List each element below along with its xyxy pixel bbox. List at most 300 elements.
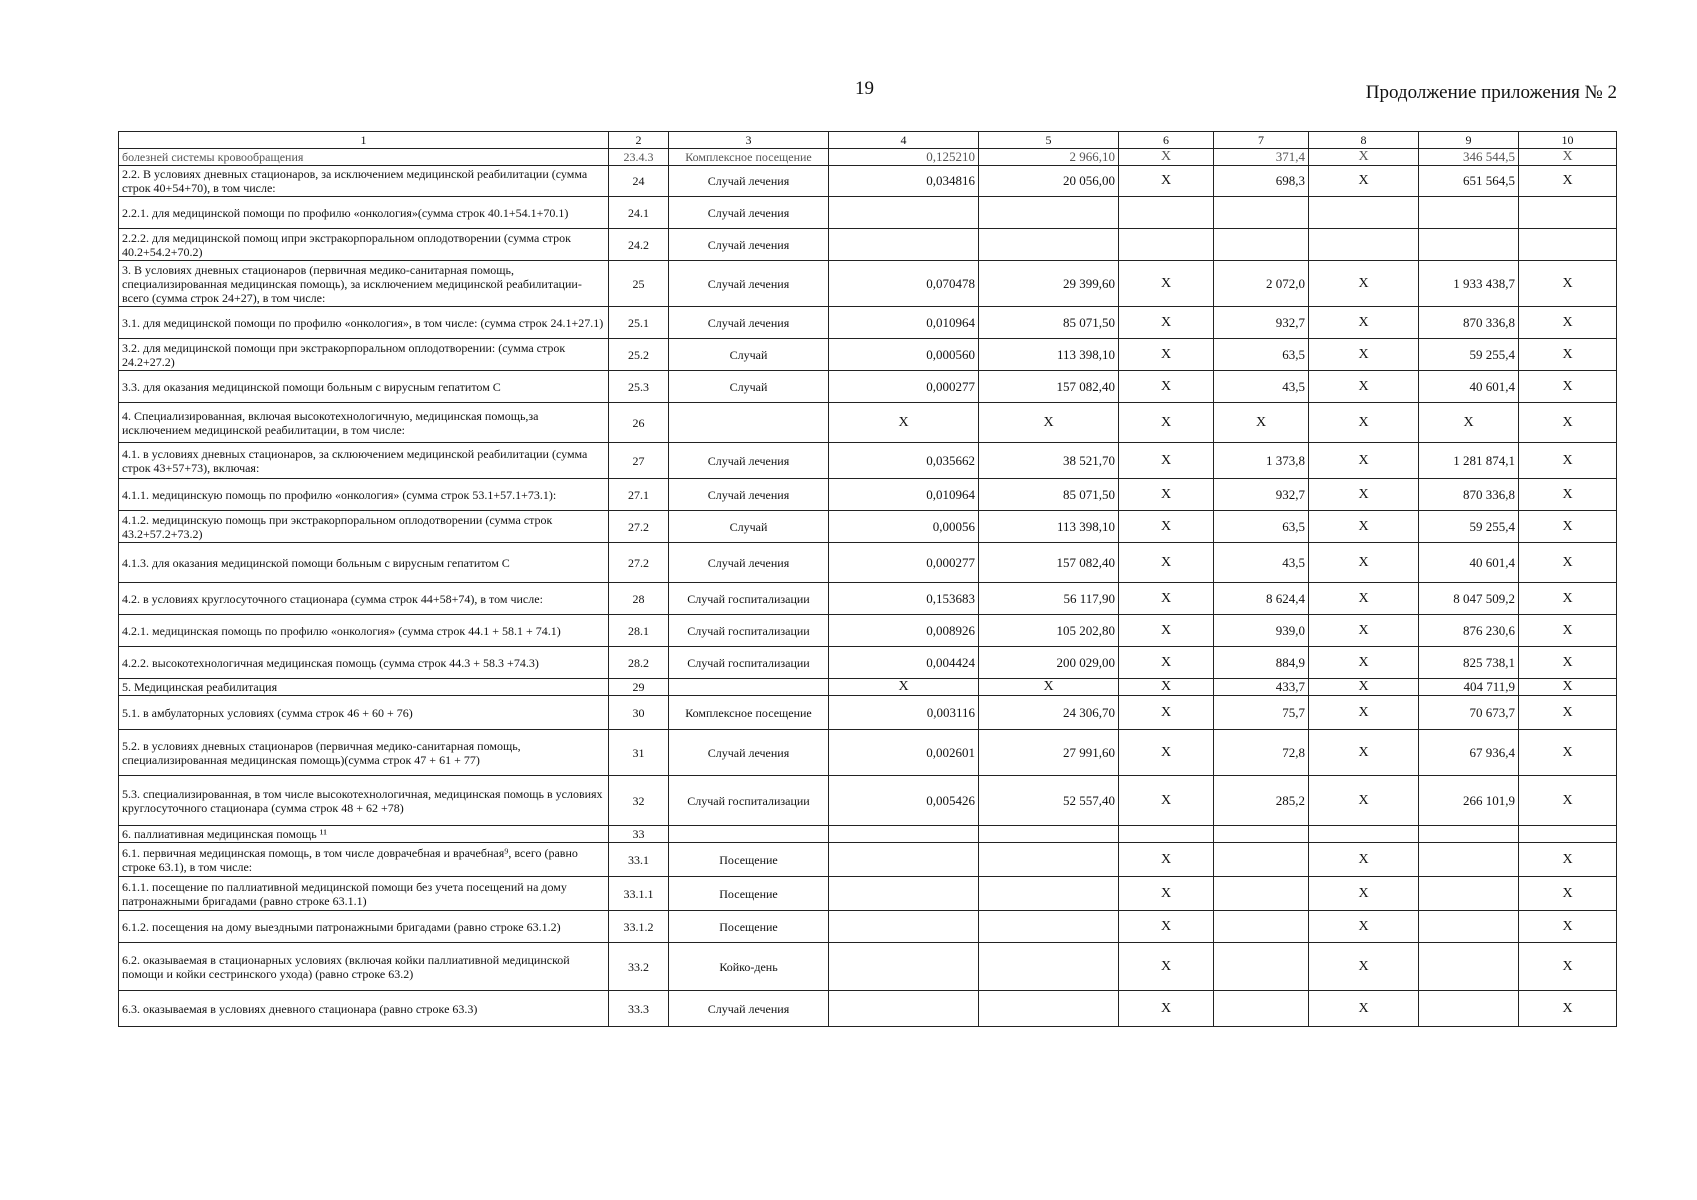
- cell-col-1: 3.2. для медицинской помощи при экстракорпоральном оплодотворении: (сумма строк 24.2+27.2): [119, 339, 609, 371]
- cell-col-9: 876 230,6: [1419, 615, 1519, 647]
- cell-col-7: [1214, 877, 1309, 911]
- cell-col-1: 3.1. для медицинской помощи по профилю «онкология», в том числе: (сумма строк 24.1+27.1): [119, 307, 609, 339]
- cell-col-3: Случай госпитализации: [669, 615, 829, 647]
- header-row: [119, 132, 1617, 149]
- cell-col-10: X: [1519, 511, 1617, 543]
- cell-col-9: 59 255,4: [1419, 511, 1519, 543]
- cell-col-5: 27 991,60: [979, 730, 1119, 776]
- cell-col-9: 59 255,4: [1419, 339, 1519, 371]
- cell-col-8: X: [1309, 511, 1419, 543]
- cell-col-8: X: [1309, 479, 1419, 511]
- table-row: [119, 166, 1617, 197]
- cell-col-6: X: [1119, 877, 1214, 911]
- cell-col-1: 6.1. первичная медицинская помощь, в том числе доврачебная и врачебная⁹, всего (равно строке 63.1), в том числе:: [119, 843, 609, 877]
- cell-col-6: X: [1119, 991, 1214, 1027]
- cell-col-6: X: [1119, 479, 1214, 511]
- cell-col-9: 404 711,9: [1419, 679, 1519, 696]
- cell-col-3: Случай: [669, 511, 829, 543]
- data-table-container: [118, 131, 1616, 1027]
- cell-col-4: X: [829, 679, 979, 696]
- cell-col-2: 33.3: [609, 991, 669, 1027]
- cell-col-7: [1214, 229, 1309, 261]
- cell-col-4: 0,010964: [829, 307, 979, 339]
- cell-col-9: 266 101,9: [1419, 776, 1519, 826]
- cell-col-5: 38 521,70: [979, 443, 1119, 479]
- column-header: 9: [1419, 132, 1519, 149]
- cell-col-2: 28: [609, 583, 669, 615]
- cell-col-8: X: [1309, 679, 1419, 696]
- cell-col-2: 24.1: [609, 197, 669, 229]
- cell-col-6: X: [1119, 647, 1214, 679]
- cell-col-2: 27.1: [609, 479, 669, 511]
- cell-col-1: 4. Специализированная, включая высокотехнологичную, медицинская помощь,за исключением медицинской реабилитации, в том числе:: [119, 403, 609, 443]
- cell-col-8: X: [1309, 696, 1419, 730]
- cell-col-8: X: [1309, 943, 1419, 991]
- cell-col-5: 85 071,50: [979, 479, 1119, 511]
- column-header: 2: [609, 132, 669, 149]
- cell-col-9: [1419, 943, 1519, 991]
- cell-col-4: 0,004424: [829, 647, 979, 679]
- cell-col-10: X: [1519, 166, 1617, 197]
- cell-col-2: 24: [609, 166, 669, 197]
- cell-col-1: 4.2.2. высокотехнологичная медицинская помощь (сумма строк 44.3 + 58.3 +74.3): [119, 647, 609, 679]
- cell-col-4: 0,035662: [829, 443, 979, 479]
- cell-col-3: Случай лечения: [669, 197, 829, 229]
- cell-col-4: 0,003116: [829, 696, 979, 730]
- cell-col-6: X: [1119, 776, 1214, 826]
- cell-col-3: Случай госпитализации: [669, 647, 829, 679]
- table-row: [119, 149, 1617, 166]
- cell-col-1: 5.1. в амбулаторных условиях (сумма строк 46 + 60 + 76): [119, 696, 609, 730]
- cell-col-6: [1119, 197, 1214, 229]
- cell-col-8: X: [1309, 647, 1419, 679]
- cell-col-5: 105 202,80: [979, 615, 1119, 647]
- cell-col-8: X: [1309, 877, 1419, 911]
- cell-col-7: 43,5: [1214, 543, 1309, 583]
- cell-col-3: Случай: [669, 371, 829, 403]
- table-row: [119, 543, 1617, 583]
- cell-col-3: Комплексное посещение: [669, 149, 829, 166]
- cell-col-10: X: [1519, 776, 1617, 826]
- cell-col-6: X: [1119, 166, 1214, 197]
- cell-col-1: 5. Медицинская реабилитация: [119, 679, 609, 696]
- cell-col-7: 63,5: [1214, 339, 1309, 371]
- cell-col-8: X: [1309, 843, 1419, 877]
- cell-col-9: 870 336,8: [1419, 307, 1519, 339]
- cell-col-6: X: [1119, 730, 1214, 776]
- cell-col-6: X: [1119, 371, 1214, 403]
- cell-col-2: 33.1.2: [609, 911, 669, 943]
- cell-col-5: [979, 991, 1119, 1027]
- cell-col-1: 5.3. специализированная, в том числе высокотехнологичная, медицинская помощь в условиях круглосуточного стационара (сумма строк 48 + 62 +78): [119, 776, 609, 826]
- cell-col-2: 31: [609, 730, 669, 776]
- table-row: [119, 877, 1617, 911]
- cell-col-8: X: [1309, 543, 1419, 583]
- cell-col-2: 28.1: [609, 615, 669, 647]
- cell-col-10: X: [1519, 991, 1617, 1027]
- cell-col-4: 0,000560: [829, 339, 979, 371]
- cell-col-4: 0,005426: [829, 776, 979, 826]
- cell-col-1: 6. паллиативная медицинская помощь ¹¹: [119, 826, 609, 843]
- table-row: [119, 826, 1617, 843]
- cell-col-8: X: [1309, 615, 1419, 647]
- cell-col-1: 2.2.2. для медицинской помощ ипри экстракорпоральном оплодотворении (сумма строк 40.2+54.2+70.2): [119, 229, 609, 261]
- cell-col-3: Случай лечения: [669, 543, 829, 583]
- cell-col-10: X: [1519, 647, 1617, 679]
- table-row: [119, 339, 1617, 371]
- cell-col-6: X: [1119, 679, 1214, 696]
- continuation-title: Продолжение приложения № 2: [1365, 82, 1617, 103]
- cell-col-2: 33.1: [609, 843, 669, 877]
- cell-col-10: X: [1519, 583, 1617, 615]
- cell-col-1: 6.2. оказываемая в стационарных условиях (включая койки паллиативной медицинской помощи и койки сестринского ухода) (равно строке 63.2): [119, 943, 609, 991]
- cell-col-8: X: [1309, 261, 1419, 307]
- cell-col-7: X: [1214, 403, 1309, 443]
- cell-col-6: X: [1119, 403, 1214, 443]
- cell-col-9: 1 281 874,1: [1419, 443, 1519, 479]
- cell-col-7: [1214, 197, 1309, 229]
- cell-col-1: 6.1.2. посещения на дому выездными патронажными бригадами (равно строке 63.1.2): [119, 911, 609, 943]
- cell-col-3: Койко-день: [669, 943, 829, 991]
- cell-col-1: 2.2. В условиях дневных стационаров, за исключением медицинской реабилитации (сумма строк 40+54+70), в том числе:: [119, 166, 609, 197]
- cell-col-1: 5.2. в условиях дневных стационаров (первичная медико-санитарная помощь, специализированная медицинская помощь)(сумма строк 47 + 61 + 77): [119, 730, 609, 776]
- cell-col-4: 0,002601: [829, 730, 979, 776]
- cell-col-2: 27: [609, 443, 669, 479]
- cell-col-7: 698,3: [1214, 166, 1309, 197]
- cell-col-7: [1214, 843, 1309, 877]
- cell-col-9: [1419, 229, 1519, 261]
- table-row: [119, 583, 1617, 615]
- cell-col-7: 75,7: [1214, 696, 1309, 730]
- cell-col-8: X: [1309, 307, 1419, 339]
- table-row: [119, 843, 1617, 877]
- cell-col-2: 27.2: [609, 543, 669, 583]
- table-row: [119, 615, 1617, 647]
- cell-col-5: 85 071,50: [979, 307, 1119, 339]
- cell-col-4: X: [829, 403, 979, 443]
- cell-col-9: 8 047 509,2: [1419, 583, 1519, 615]
- cell-col-6: X: [1119, 511, 1214, 543]
- cell-col-5: X: [979, 403, 1119, 443]
- cell-col-2: 32: [609, 776, 669, 826]
- cell-col-3: Случай лечения: [669, 307, 829, 339]
- cell-col-6: X: [1119, 843, 1214, 877]
- cell-col-5: 29 399,60: [979, 261, 1119, 307]
- cell-col-4: [829, 991, 979, 1027]
- cell-col-1: 4.2. в условиях круглосуточного стационара (сумма строк 44+58+74), в том числе:: [119, 583, 609, 615]
- cell-col-8: [1309, 826, 1419, 843]
- cell-col-3: Случай: [669, 339, 829, 371]
- cell-col-10: X: [1519, 149, 1617, 166]
- cell-col-5: [979, 943, 1119, 991]
- table-row: [119, 443, 1617, 479]
- cell-col-3: Случай лечения: [669, 730, 829, 776]
- cell-col-10: X: [1519, 479, 1617, 511]
- table-row: [119, 991, 1617, 1027]
- cell-col-10: X: [1519, 696, 1617, 730]
- cell-col-2: 23.4.3: [609, 149, 669, 166]
- cell-col-7: 884,9: [1214, 647, 1309, 679]
- cell-col-9: [1419, 877, 1519, 911]
- table-row: [119, 229, 1617, 261]
- cell-col-4: [829, 877, 979, 911]
- cell-col-1: 4.1.3. для оказания медицинской помощи больным с вирусным гепатитом С: [119, 543, 609, 583]
- cell-col-2: 28.2: [609, 647, 669, 679]
- cell-col-6: X: [1119, 443, 1214, 479]
- cell-col-2: 25: [609, 261, 669, 307]
- table-row: [119, 943, 1617, 991]
- cell-col-5: 24 306,70: [979, 696, 1119, 730]
- cell-col-7: 8 624,4: [1214, 583, 1309, 615]
- cell-col-10: X: [1519, 911, 1617, 943]
- cell-col-10: [1519, 229, 1617, 261]
- table-row: [119, 197, 1617, 229]
- column-header: 5: [979, 132, 1119, 149]
- table-row: [119, 307, 1617, 339]
- column-header: 10: [1519, 132, 1617, 149]
- cell-col-5: 113 398,10: [979, 339, 1119, 371]
- cell-col-5: 2 966,10: [979, 149, 1119, 166]
- cell-col-9: [1419, 843, 1519, 877]
- cell-col-9: [1419, 911, 1519, 943]
- cell-col-7: 63,5: [1214, 511, 1309, 543]
- cell-col-8: X: [1309, 991, 1419, 1027]
- cell-col-8: X: [1309, 149, 1419, 166]
- cell-col-7: 43,5: [1214, 371, 1309, 403]
- cell-col-5: [979, 197, 1119, 229]
- cell-col-7: [1214, 826, 1309, 843]
- cell-col-2: 33.2: [609, 943, 669, 991]
- cell-col-10: X: [1519, 443, 1617, 479]
- cell-col-9: 825 738,1: [1419, 647, 1519, 679]
- cell-col-3: [669, 403, 829, 443]
- cell-col-2: 26: [609, 403, 669, 443]
- cell-col-1: 4.1. в условиях дневных стационаров, за склюючением медицинской реабилитации (сумма строк 43+57+73), включая:: [119, 443, 609, 479]
- cell-col-8: X: [1309, 730, 1419, 776]
- cell-col-6: X: [1119, 615, 1214, 647]
- table-row: [119, 261, 1617, 307]
- cell-col-6: X: [1119, 339, 1214, 371]
- column-header: 4: [829, 132, 979, 149]
- cell-col-6: X: [1119, 307, 1214, 339]
- cell-col-2: 29: [609, 679, 669, 696]
- cell-col-8: X: [1309, 583, 1419, 615]
- cell-col-7: 285,2: [1214, 776, 1309, 826]
- cell-col-10: X: [1519, 943, 1617, 991]
- cell-col-1: 4.1.2. медицинскую помощь при экстракорпоральном оплодотворении (сумма строк 43.2+57.2+73.2): [119, 511, 609, 543]
- cell-col-3: Случай лечения: [669, 991, 829, 1027]
- cell-col-3: Случай лечения: [669, 479, 829, 511]
- cell-col-3: Случай госпитализации: [669, 583, 829, 615]
- cell-col-7: [1214, 943, 1309, 991]
- cell-col-9: [1419, 826, 1519, 843]
- cell-col-7: 932,7: [1214, 307, 1309, 339]
- table-row: [119, 696, 1617, 730]
- cell-col-2: 24.2: [609, 229, 669, 261]
- table-row: [119, 730, 1617, 776]
- cell-col-8: X: [1309, 166, 1419, 197]
- cell-col-10: X: [1519, 261, 1617, 307]
- cell-col-9: 40 601,4: [1419, 543, 1519, 583]
- cell-col-5: 52 557,40: [979, 776, 1119, 826]
- cell-col-9: 1 933 438,7: [1419, 261, 1519, 307]
- cell-col-6: [1119, 826, 1214, 843]
- cell-col-5: X: [979, 679, 1119, 696]
- cell-col-5: 157 082,40: [979, 543, 1119, 583]
- column-header: 1: [119, 132, 609, 149]
- cell-col-4: 0,153683: [829, 583, 979, 615]
- cell-col-1: 6.1.1. посещение по паллиативной медицинской помощи без учета посещений на дому патронажными бригадами (равно строке 63.1.1): [119, 877, 609, 911]
- cell-col-4: 0,125210: [829, 149, 979, 166]
- cell-col-4: 0,000277: [829, 543, 979, 583]
- cell-col-7: 72,8: [1214, 730, 1309, 776]
- table-row: [119, 647, 1617, 679]
- cell-col-7: 433,7: [1214, 679, 1309, 696]
- cell-col-5: [979, 826, 1119, 843]
- cell-col-7: 2 072,0: [1214, 261, 1309, 307]
- cell-col-3: Комплексное посещение: [669, 696, 829, 730]
- cell-col-3: Посещение: [669, 911, 829, 943]
- cell-col-10: X: [1519, 339, 1617, 371]
- cell-col-7: [1214, 911, 1309, 943]
- cell-col-3: Посещение: [669, 843, 829, 877]
- cell-col-1: 3. В условиях дневных стационаров (первичная медико-санитарная помощь, специализированная медицинская помощь), за исключением медицинской реабилитации-всего (сумма строк 24+27), в том числе:: [119, 261, 609, 307]
- cell-col-9: 870 336,8: [1419, 479, 1519, 511]
- cell-col-9: 346 544,5: [1419, 149, 1519, 166]
- cell-col-5: 56 117,90: [979, 583, 1119, 615]
- cell-col-7: 1 373,8: [1214, 443, 1309, 479]
- cell-col-6: X: [1119, 543, 1214, 583]
- cell-col-5: [979, 843, 1119, 877]
- cell-col-5: [979, 229, 1119, 261]
- cell-col-9: [1419, 197, 1519, 229]
- cell-col-4: [829, 843, 979, 877]
- cell-col-4: [829, 826, 979, 843]
- cell-col-2: 25.1: [609, 307, 669, 339]
- cell-col-8: [1309, 197, 1419, 229]
- cell-col-10: X: [1519, 843, 1617, 877]
- cell-col-9: X: [1419, 403, 1519, 443]
- cell-col-10: X: [1519, 307, 1617, 339]
- cell-col-4: 0,070478: [829, 261, 979, 307]
- cell-col-6: [1119, 229, 1214, 261]
- cell-col-5: 200 029,00: [979, 647, 1119, 679]
- cell-col-2: 33.1.1: [609, 877, 669, 911]
- cell-col-2: 30: [609, 696, 669, 730]
- cell-col-7: [1214, 991, 1309, 1027]
- cell-col-3: Случай лечения: [669, 166, 829, 197]
- cell-col-9: 70 673,7: [1419, 696, 1519, 730]
- table-body: [119, 149, 1617, 1027]
- table-row: [119, 776, 1617, 826]
- cell-col-8: X: [1309, 339, 1419, 371]
- cell-col-2: 33: [609, 826, 669, 843]
- cell-col-9: 67 936,4: [1419, 730, 1519, 776]
- cell-col-1: болезней системы кровообращения: [119, 149, 609, 166]
- cell-col-5: [979, 877, 1119, 911]
- cell-col-1: 6.3. оказываемая в условиях дневного стационара (равно строке 63.3): [119, 991, 609, 1027]
- cell-col-2: 25.2: [609, 339, 669, 371]
- cell-col-6: X: [1119, 696, 1214, 730]
- cell-col-4: 0,000277: [829, 371, 979, 403]
- cell-col-3: [669, 679, 829, 696]
- cell-col-5: 157 082,40: [979, 371, 1119, 403]
- cell-col-3: Случай лечения: [669, 261, 829, 307]
- cell-col-4: [829, 229, 979, 261]
- table-row: [119, 911, 1617, 943]
- cell-col-9: 40 601,4: [1419, 371, 1519, 403]
- cell-col-3: Случай госпитализации: [669, 776, 829, 826]
- cell-col-8: X: [1309, 443, 1419, 479]
- cell-col-4: [829, 943, 979, 991]
- cell-col-4: 0,034816: [829, 166, 979, 197]
- table-row: [119, 371, 1617, 403]
- column-header: 6: [1119, 132, 1214, 149]
- cell-col-8: [1309, 229, 1419, 261]
- cell-col-5: 113 398,10: [979, 511, 1119, 543]
- cell-col-10: X: [1519, 543, 1617, 583]
- cell-col-10: X: [1519, 730, 1617, 776]
- cell-col-9: 651 564,5: [1419, 166, 1519, 197]
- cell-col-10: [1519, 197, 1617, 229]
- cell-col-7: 371,4: [1214, 149, 1309, 166]
- cell-col-2: 25.3: [609, 371, 669, 403]
- table-row: [119, 511, 1617, 543]
- cell-col-1: 4.1.1. медицинскую помощь по профилю «онкология» (сумма строк 53.1+57.1+73.1):: [119, 479, 609, 511]
- cell-col-4: 0,00056: [829, 511, 979, 543]
- cell-col-1: 4.2.1. медицинская помощь по профилю «онкология» (сумма строк 44.1 + 58.1 + 74.1): [119, 615, 609, 647]
- cell-col-10: X: [1519, 679, 1617, 696]
- cell-col-6: X: [1119, 583, 1214, 615]
- cell-col-1: 3.3. для оказания медицинской помощи больным с вирусным гепатитом С: [119, 371, 609, 403]
- cell-col-4: [829, 197, 979, 229]
- cell-col-10: X: [1519, 371, 1617, 403]
- table-row: [119, 403, 1617, 443]
- cell-col-10: X: [1519, 877, 1617, 911]
- cell-col-8: X: [1309, 403, 1419, 443]
- cell-col-6: X: [1119, 943, 1214, 991]
- cell-col-7: 932,7: [1214, 479, 1309, 511]
- cell-col-3: Случай лечения: [669, 229, 829, 261]
- cell-col-6: X: [1119, 261, 1214, 307]
- data-table: [118, 131, 1617, 1027]
- cell-col-4: [829, 911, 979, 943]
- cell-col-8: X: [1309, 371, 1419, 403]
- cell-col-3: [669, 826, 829, 843]
- table-row: [119, 479, 1617, 511]
- column-header: 8: [1309, 132, 1419, 149]
- cell-col-10: [1519, 826, 1617, 843]
- cell-col-5: 20 056,00: [979, 166, 1119, 197]
- cell-col-3: Посещение: [669, 877, 829, 911]
- cell-col-7: 939,0: [1214, 615, 1309, 647]
- cell-col-1: 2.2.1. для медицинской помощи по профилю «онкология»(сумма строк 40.1+54.1+70.1): [119, 197, 609, 229]
- page-number: 19: [855, 78, 874, 99]
- cell-col-4: 0,010964: [829, 479, 979, 511]
- cell-col-5: [979, 911, 1119, 943]
- table-row: [119, 679, 1617, 696]
- cell-col-10: X: [1519, 615, 1617, 647]
- cell-col-3: Случай лечения: [669, 443, 829, 479]
- cell-col-4: 0,008926: [829, 615, 979, 647]
- cell-col-2: 27.2: [609, 511, 669, 543]
- column-header: 7: [1214, 132, 1309, 149]
- cell-col-6: X: [1119, 911, 1214, 943]
- cell-col-10: X: [1519, 403, 1617, 443]
- cell-col-6: X: [1119, 149, 1214, 166]
- column-header: 3: [669, 132, 829, 149]
- cell-col-8: X: [1309, 776, 1419, 826]
